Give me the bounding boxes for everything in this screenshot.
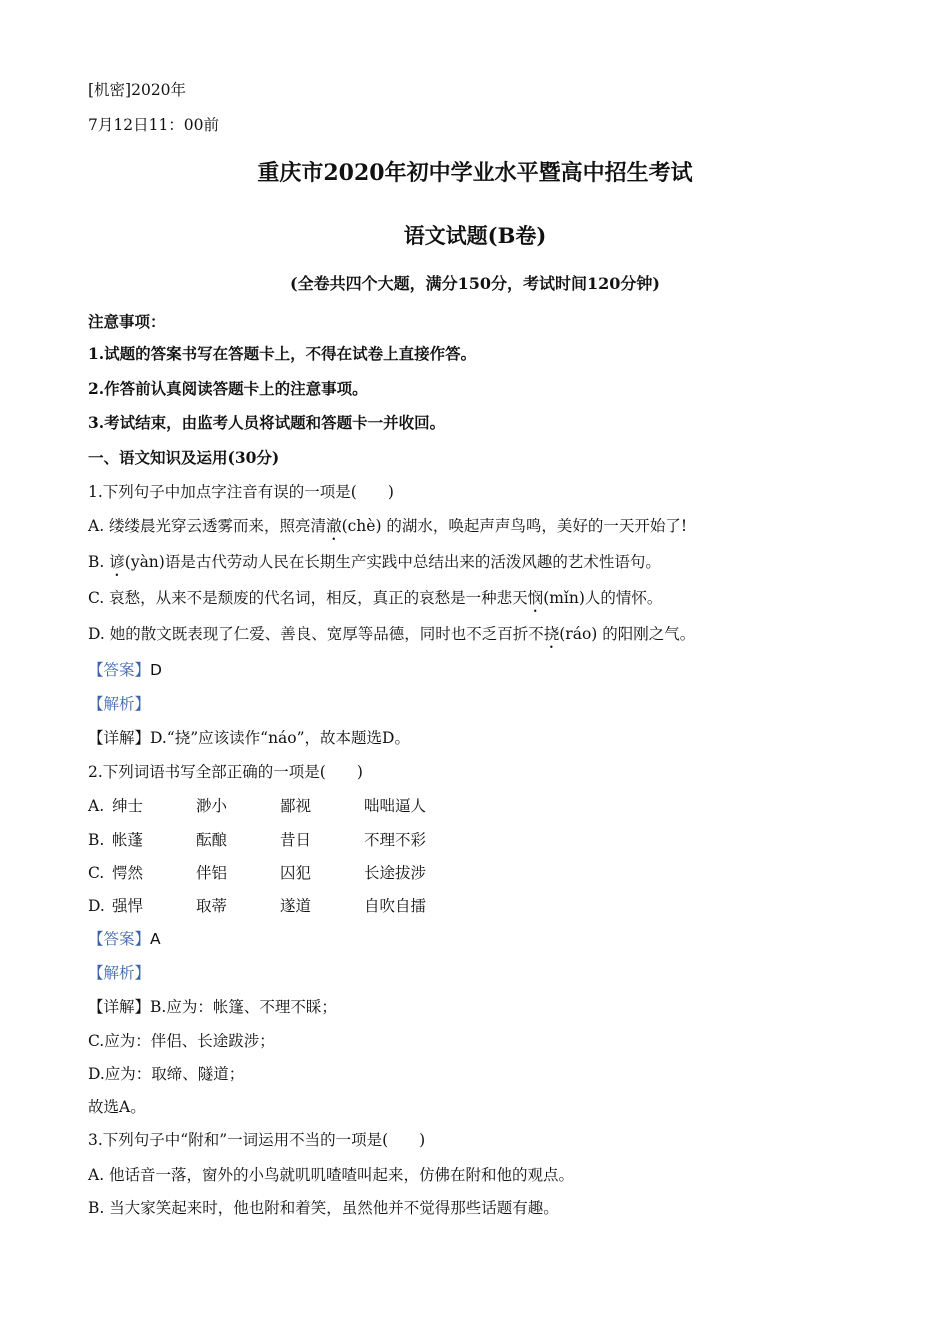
answer-tag: 【答案】: [88, 661, 151, 679]
answer-value: D: [150, 661, 162, 679]
dotted-char: 谚: [109, 553, 125, 571]
notes-heading: 注意事项：: [88, 312, 166, 331]
dotted-char: 悯: [527, 589, 544, 607]
time-label: 7月12日11：00前: [88, 116, 220, 134]
dotted-char: 澈: [326, 517, 342, 535]
section-heading: 一、语文知识及运用(30分): [88, 448, 280, 467]
option-a: A. 缕缕晨光穿云透雾而来，照亮清澈(chè) 的湖水，唤起声声鸟鸣，美好的一天开始了!: [88, 517, 688, 535]
detail-line: 【详解】D.“挠”应该读作“náo”，故本题选D。: [88, 729, 410, 747]
detail-line: 故选A。: [88, 1098, 146, 1116]
analysis-tag: 【解析】: [88, 695, 151, 713]
secret-label: [机密]2020年: [88, 81, 187, 99]
exam-title: 重庆市2020年初中学业水平暨高中招生考试: [257, 160, 693, 186]
question-stem: 1.下列句子中加点字注音有误的一项是( ): [88, 483, 394, 501]
note-item: 3.考试结束，由监考人员将试题和答题卡一并收回。: [88, 413, 446, 432]
paper-title: 语文试题(B卷): [403, 223, 547, 248]
answer-line: [88, 929, 161, 949]
note-item: 1.试题的答案书写在答题卡上，不得在试卷上直接作答。: [88, 344, 477, 363]
option-b: B. 当大家笑起来时，他也附和着笑，虽然他并不觉得那些话题有趣。: [88, 1199, 559, 1217]
detail-line: 【详解】B.应为：帐篷、不理不睬；: [88, 998, 337, 1016]
option-d: D. 她的散文既表现了仁爱、善良、宽厚等品德，同时也不乏百折不挠(ráo) 的阳刚之气。: [88, 625, 696, 643]
answer-value: A: [150, 930, 161, 948]
analysis-tag: 【解析】: [88, 964, 151, 982]
option-a: A. 他话音一落，窗外的小鸟就叽叽喳喳叫起来，仿佛在附和他的观点。: [88, 1166, 575, 1184]
option-c: C. 哀愁，从来不是颓废的代名词，相反，真正的哀愁是一种悲天悯(mǐn)人的情怀。: [88, 589, 663, 607]
answer-line: [88, 660, 162, 680]
question-stem: 2.下列词语书写全部正确的一项是( ): [88, 763, 363, 781]
detail-line: D.应为：取缔、隧道；: [88, 1065, 245, 1083]
note-item: 2.作答前认真阅读答题卡上的注意事项。: [88, 379, 368, 398]
question-stem: 3.下列句子中“附和”一词运用不当的一项是( ): [88, 1131, 426, 1149]
dotted-char: 挠: [543, 625, 560, 643]
answer-tag: 【答案】: [88, 930, 151, 948]
detail-line: C.应为：伴侣、长途跋涉；: [88, 1032, 275, 1050]
exam-info: (全卷共四个大题，满分150分，考试时间120分钟): [290, 274, 660, 293]
option-b: B. 谚(yàn)语是古代劳动人民在长期生产实践中总结出来的活泼风趣的艺术性语句。: [88, 553, 661, 571]
